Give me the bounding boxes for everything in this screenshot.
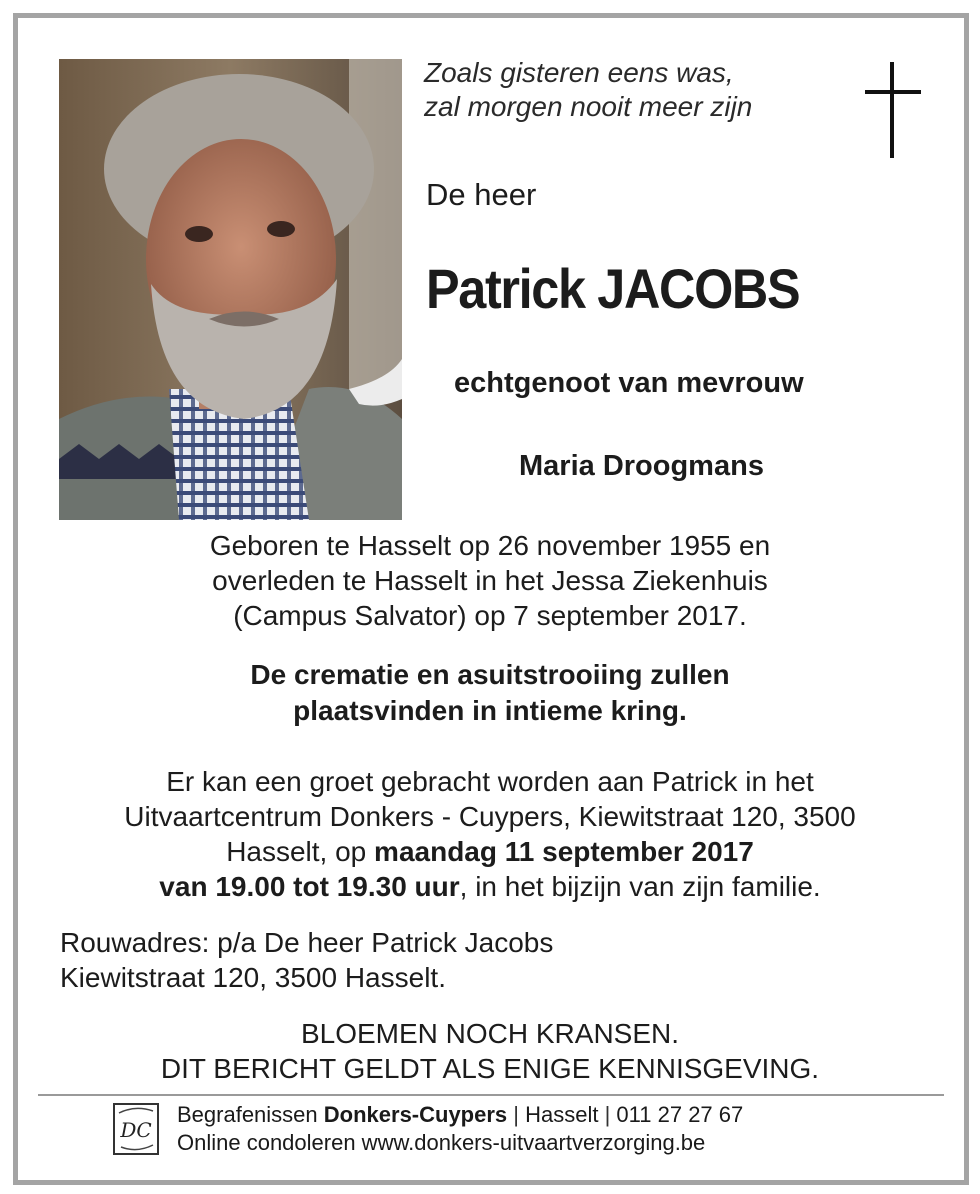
- spouse-name: Maria Droogmans: [519, 450, 764, 482]
- cremation-line-2: plaatsvinden in intieme kring.: [293, 695, 687, 726]
- cremation-notice: [0, 657, 980, 729]
- cross-icon: [865, 62, 921, 158]
- footer-separator-2: |: [598, 1102, 617, 1127]
- footer-divider: [38, 1094, 944, 1096]
- footer-prefix: Begrafenissen: [177, 1102, 324, 1127]
- logo-letters: DC: [120, 1118, 152, 1142]
- memorial-quote: [424, 56, 752, 124]
- portrait-photo: [59, 59, 402, 520]
- visit-date: maandag 11 september 2017: [374, 836, 754, 867]
- birth-death-info: [0, 528, 980, 633]
- footer-city: Hasselt: [525, 1102, 599, 1127]
- footer-separator-1: |: [507, 1102, 526, 1127]
- visit-line-1: Er kan een groet gebracht worden aan Patrick in het: [166, 766, 814, 797]
- visit-line-3-prefix: Hasselt, op: [226, 836, 375, 867]
- spouse-label: echtgenoot van mevrouw: [454, 367, 804, 399]
- visit-time: van 19.00 tot 19.30 uur: [159, 871, 460, 902]
- final-line-2: DIT BERICHT GELDT ALS ENIGE KENNISGEVING.: [160, 1053, 820, 1084]
- deceased-name: Patrick JACOBS: [426, 257, 800, 320]
- quote-line-2: zal morgen nooit meer zijn: [424, 91, 753, 122]
- final-notice: [0, 1016, 980, 1086]
- mourning-address: [60, 925, 553, 995]
- quote-line-1: Zoals gisteren eens was,: [424, 57, 734, 88]
- visit-line-2: Uitvaartcentrum Donkers - Cuypers, Kiewitstraat 120, 3500: [124, 801, 856, 832]
- footer-online-line: Online condoleren www.donkers-uitvaartverzorging.be: [177, 1130, 706, 1155]
- visit-line-4-suffix: , in het bijzijn van zijn familie.: [459, 871, 821, 902]
- born-line-2: overleden te Hasselt in het Jessa Ziekenhuis: [212, 565, 768, 596]
- footer-info: [177, 1101, 743, 1157]
- final-line-1: BLOEMEN NOCH KRANSEN.: [300, 1018, 680, 1049]
- address-line-1: Rouwadres: p/a De heer Patrick Jacobs: [60, 927, 554, 958]
- address-line-2: Kiewitstraat 120, 3500 Hasselt.: [60, 962, 446, 993]
- honorific: De heer: [426, 177, 537, 212]
- born-line-3: (Campus Salvator) op 7 september 2017.: [233, 600, 747, 631]
- visit-line-3: [0, 834, 980, 869]
- visitation-info: [0, 764, 980, 904]
- cremation-line-1: De crematie en asuitstrooiing zullen: [250, 659, 730, 690]
- funeral-home-logo: [113, 1103, 159, 1155]
- footer-line-1: [177, 1101, 743, 1129]
- footer-phone: 011 27 27 67: [616, 1102, 744, 1127]
- visit-line-4: [0, 869, 980, 904]
- born-line-1: Geboren te Hasselt op 26 november 1955 en: [209, 530, 771, 561]
- company-name: Donkers-Cuypers: [323, 1102, 508, 1127]
